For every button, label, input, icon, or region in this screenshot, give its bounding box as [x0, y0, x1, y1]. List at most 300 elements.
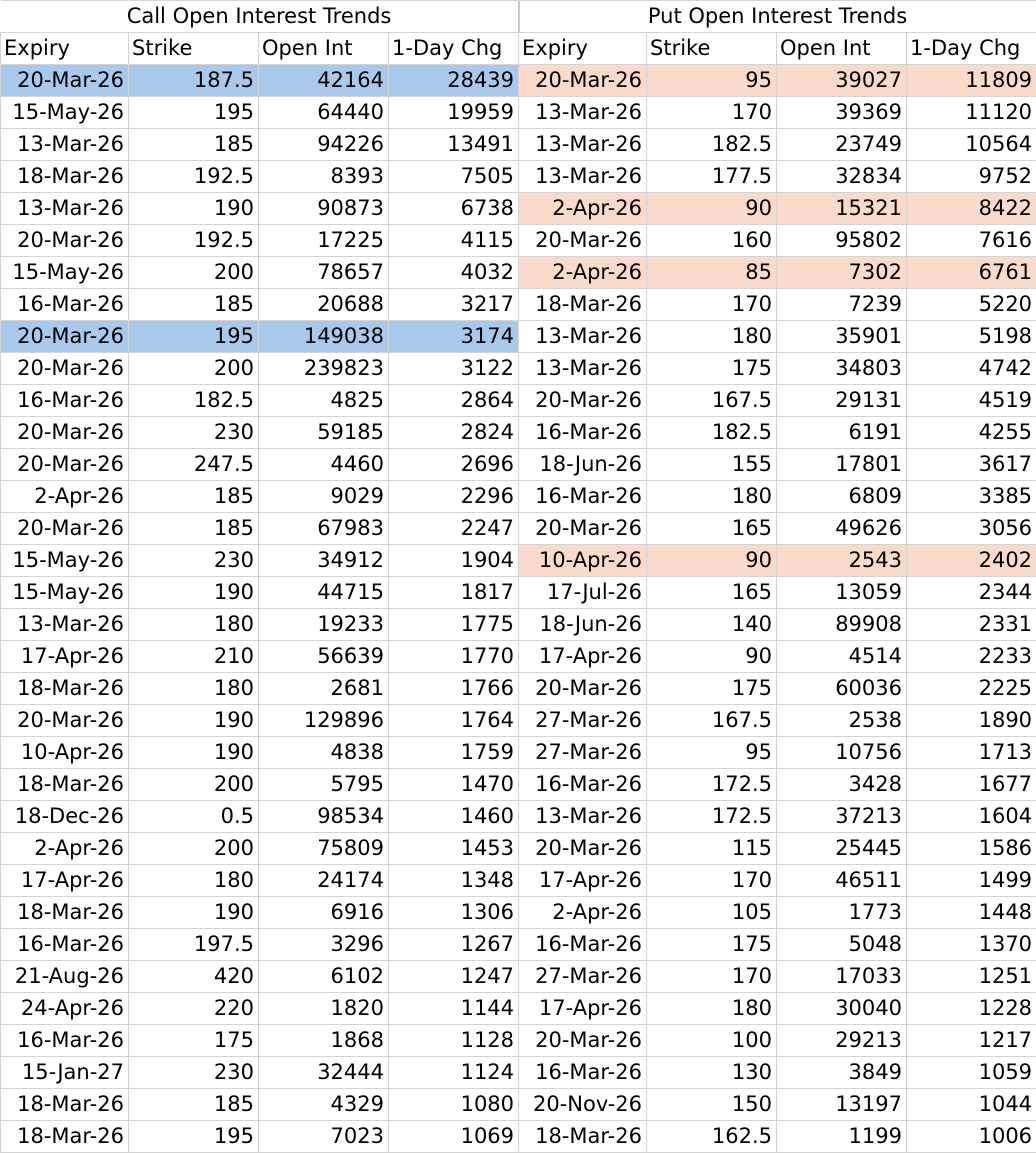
- strike-cell[interactable]: 195: [129, 97, 259, 129]
- put-table-row: [519, 65, 1036, 97]
- day-chg-cell[interactable]: 1267: [389, 929, 519, 961]
- strike-cell[interactable]: 230: [129, 545, 259, 577]
- day-chg-cell[interactable]: 4115: [389, 225, 519, 257]
- header-expiry[interactable]: Expiry: [1, 33, 129, 65]
- expiry-cell[interactable]: 18-Jun-26: [519, 449, 647, 481]
- day-chg-cell[interactable]: 2402: [907, 545, 1036, 577]
- day-chg-cell[interactable]: 1006: [907, 1121, 1036, 1153]
- day-chg-cell[interactable]: 6738: [389, 193, 519, 225]
- day-chg-cell[interactable]: 1059: [907, 1057, 1036, 1089]
- day-chg-cell[interactable]: 5220: [907, 289, 1036, 321]
- strike-cell[interactable]: 220: [129, 993, 259, 1025]
- put-table-row: [519, 1089, 1036, 1121]
- day-chg-cell[interactable]: 1817: [389, 577, 519, 609]
- strike-cell[interactable]: 190: [129, 897, 259, 929]
- strike-cell[interactable]: 187.5: [129, 65, 259, 97]
- open-int-cell[interactable]: 49626: [777, 513, 907, 545]
- strike-cell[interactable]: 180: [129, 673, 259, 705]
- expiry-cell[interactable]: 20-Mar-26: [519, 833, 647, 865]
- expiry-cell[interactable]: 16-Mar-26: [519, 929, 647, 961]
- expiry-cell[interactable]: 13-Mar-26: [1, 129, 129, 161]
- strike-cell[interactable]: 185: [129, 289, 259, 321]
- open-int-cell[interactable]: 1820: [259, 993, 389, 1025]
- strike-cell[interactable]: 182.5: [129, 385, 259, 417]
- expiry-cell[interactable]: 20-Mar-26: [1, 513, 129, 545]
- open-int-cell[interactable]: 34803: [777, 353, 907, 385]
- expiry-cell[interactable]: 18-Mar-26: [1, 897, 129, 929]
- open-int-cell[interactable]: 98534: [259, 801, 389, 833]
- call-table-row: [1, 1121, 519, 1153]
- open-int-cell[interactable]: 2543: [777, 545, 907, 577]
- expiry-cell[interactable]: 20-Mar-26: [519, 1025, 647, 1057]
- day-chg-cell[interactable]: 1499: [907, 865, 1036, 897]
- day-chg-cell[interactable]: 1890: [907, 705, 1036, 737]
- expiry-cell[interactable]: 16-Mar-26: [519, 481, 647, 513]
- open-int-cell[interactable]: 17033: [777, 961, 907, 993]
- open-int-cell[interactable]: 3428: [777, 769, 907, 801]
- strike-cell[interactable]: 170: [647, 961, 777, 993]
- strike-cell[interactable]: 140: [647, 609, 777, 641]
- call-table-row: [1, 673, 519, 705]
- day-chg-cell[interactable]: 1448: [907, 897, 1036, 929]
- strike-cell[interactable]: 190: [129, 737, 259, 769]
- open-int-cell[interactable]: 35901: [777, 321, 907, 353]
- open-int-cell[interactable]: 24174: [259, 865, 389, 897]
- day-chg-cell[interactable]: 6761: [907, 257, 1036, 289]
- strike-cell[interactable]: 165: [647, 577, 777, 609]
- header-1day-chg[interactable]: 1-Day Chg: [907, 33, 1036, 65]
- day-chg-cell[interactable]: 7505: [389, 161, 519, 193]
- open-int-cell[interactable]: 3296: [259, 929, 389, 961]
- day-chg-cell[interactable]: 4519: [907, 385, 1036, 417]
- expiry-cell[interactable]: 20-Mar-26: [1, 417, 129, 449]
- day-chg-cell[interactable]: 1770: [389, 641, 519, 673]
- call-title-row: [1, 1, 519, 33]
- expiry-cell[interactable]: 15-May-26: [1, 257, 129, 289]
- expiry-cell[interactable]: 17-Apr-26: [519, 993, 647, 1025]
- day-chg-cell[interactable]: 1460: [389, 801, 519, 833]
- call-table-row: [1, 897, 519, 929]
- call-table-title[interactable]: Call Open Interest Trends: [1, 1, 519, 33]
- expiry-cell[interactable]: 16-Mar-26: [1, 385, 129, 417]
- open-int-cell[interactable]: 32834: [777, 161, 907, 193]
- day-chg-cell[interactable]: 4742: [907, 353, 1036, 385]
- open-int-cell[interactable]: 42164: [259, 65, 389, 97]
- open-int-cell[interactable]: 13059: [777, 577, 907, 609]
- strike-cell[interactable]: 172.5: [647, 769, 777, 801]
- expiry-cell[interactable]: 20-Mar-26: [519, 385, 647, 417]
- strike-cell[interactable]: 115: [647, 833, 777, 865]
- open-int-cell[interactable]: 34912: [259, 545, 389, 577]
- open-int-cell[interactable]: 59185: [259, 417, 389, 449]
- open-int-cell[interactable]: 2681: [259, 673, 389, 705]
- day-chg-cell[interactable]: 9752: [907, 161, 1036, 193]
- strike-cell[interactable]: 167.5: [647, 385, 777, 417]
- expiry-cell[interactable]: 2-Apr-26: [519, 897, 647, 929]
- strike-cell[interactable]: 197.5: [129, 929, 259, 961]
- strike-cell[interactable]: 185: [129, 1089, 259, 1121]
- strike-cell[interactable]: 190: [129, 193, 259, 225]
- open-int-cell[interactable]: 89908: [777, 609, 907, 641]
- strike-cell[interactable]: 130: [647, 1057, 777, 1089]
- open-int-cell[interactable]: 23749: [777, 129, 907, 161]
- day-chg-cell[interactable]: 1080: [389, 1089, 519, 1121]
- expiry-cell[interactable]: 10-Apr-26: [1, 737, 129, 769]
- open-int-cell[interactable]: 6916: [259, 897, 389, 929]
- day-chg-cell[interactable]: 1228: [907, 993, 1036, 1025]
- open-int-cell[interactable]: 129896: [259, 705, 389, 737]
- day-chg-cell[interactable]: 28439: [389, 65, 519, 97]
- call-table-row: [1, 417, 519, 449]
- day-chg-cell[interactable]: 11809: [907, 65, 1036, 97]
- day-chg-cell[interactable]: 3617: [907, 449, 1036, 481]
- expiry-cell[interactable]: 18-Mar-26: [1, 161, 129, 193]
- open-int-cell[interactable]: 44715: [259, 577, 389, 609]
- open-int-cell[interactable]: 90873: [259, 193, 389, 225]
- strike-cell[interactable]: 160: [647, 225, 777, 257]
- day-chg-cell[interactable]: 11120: [907, 97, 1036, 129]
- open-int-cell[interactable]: 1199: [777, 1121, 907, 1153]
- strike-cell[interactable]: 100: [647, 1025, 777, 1057]
- strike-cell[interactable]: 420: [129, 961, 259, 993]
- open-int-cell[interactable]: 10756: [777, 737, 907, 769]
- strike-cell[interactable]: 167.5: [647, 705, 777, 737]
- day-chg-cell[interactable]: 2247: [389, 513, 519, 545]
- expiry-cell[interactable]: 27-Mar-26: [519, 737, 647, 769]
- open-int-cell[interactable]: 29213: [777, 1025, 907, 1057]
- expiry-cell[interactable]: 15-May-26: [1, 97, 129, 129]
- strike-cell[interactable]: 170: [647, 289, 777, 321]
- open-int-cell[interactable]: 95802: [777, 225, 907, 257]
- expiry-cell[interactable]: 20-Mar-26: [519, 65, 647, 97]
- open-int-cell[interactable]: 32444: [259, 1057, 389, 1089]
- day-chg-cell[interactable]: 1453: [389, 833, 519, 865]
- strike-cell[interactable]: 95: [647, 65, 777, 97]
- day-chg-cell[interactable]: 2864: [389, 385, 519, 417]
- expiry-cell[interactable]: 20-Nov-26: [519, 1089, 647, 1121]
- strike-cell[interactable]: 185: [129, 513, 259, 545]
- day-chg-cell[interactable]: 1904: [389, 545, 519, 577]
- expiry-cell[interactable]: 20-Mar-26: [1, 65, 129, 97]
- strike-cell[interactable]: 175: [647, 929, 777, 961]
- day-chg-cell[interactable]: 1370: [907, 929, 1036, 961]
- open-int-cell[interactable]: 239823: [259, 353, 389, 385]
- day-chg-cell[interactable]: 7616: [907, 225, 1036, 257]
- day-chg-cell[interactable]: 1044: [907, 1089, 1036, 1121]
- strike-cell[interactable]: 200: [129, 833, 259, 865]
- day-chg-cell[interactable]: 4032: [389, 257, 519, 289]
- strike-cell[interactable]: 200: [129, 353, 259, 385]
- expiry-cell[interactable]: 10-Apr-26: [519, 545, 647, 577]
- expiry-cell[interactable]: 17-Apr-26: [519, 865, 647, 897]
- expiry-cell[interactable]: 20-Mar-26: [1, 353, 129, 385]
- expiry-cell[interactable]: 16-Mar-26: [519, 417, 647, 449]
- expiry-cell[interactable]: 20-Mar-26: [1, 321, 129, 353]
- expiry-cell[interactable]: 20-Mar-26: [1, 705, 129, 737]
- expiry-cell[interactable]: 2-Apr-26: [1, 481, 129, 513]
- day-chg-cell[interactable]: 1251: [907, 961, 1036, 993]
- strike-cell[interactable]: 210: [129, 641, 259, 673]
- strike-cell[interactable]: 175: [647, 673, 777, 705]
- day-chg-cell[interactable]: 1775: [389, 609, 519, 641]
- open-int-cell[interactable]: 6809: [777, 481, 907, 513]
- put-title-row: [519, 1, 1036, 33]
- strike-cell[interactable]: 230: [129, 417, 259, 449]
- open-int-cell[interactable]: 17801: [777, 449, 907, 481]
- expiry-cell[interactable]: 17-Apr-26: [519, 641, 647, 673]
- day-chg-cell[interactable]: 3217: [389, 289, 519, 321]
- strike-cell[interactable]: 177.5: [647, 161, 777, 193]
- day-chg-cell[interactable]: 1128: [389, 1025, 519, 1057]
- call-table-row: [1, 769, 519, 801]
- strike-cell[interactable]: 172.5: [647, 801, 777, 833]
- strike-cell[interactable]: 85: [647, 257, 777, 289]
- expiry-cell[interactable]: 2-Apr-26: [519, 257, 647, 289]
- expiry-cell[interactable]: 13-Mar-26: [519, 353, 647, 385]
- put-table-row: [519, 929, 1036, 961]
- expiry-cell[interactable]: 17-Apr-26: [1, 641, 129, 673]
- expiry-cell[interactable]: 27-Mar-26: [519, 961, 647, 993]
- open-int-cell[interactable]: 37213: [777, 801, 907, 833]
- open-int-cell[interactable]: 39027: [777, 65, 907, 97]
- open-int-cell[interactable]: 7302: [777, 257, 907, 289]
- strike-cell[interactable]: 200: [129, 769, 259, 801]
- expiry-cell[interactable]: 13-Mar-26: [1, 609, 129, 641]
- day-chg-cell[interactable]: 1764: [389, 705, 519, 737]
- day-chg-cell[interactable]: 1069: [389, 1121, 519, 1153]
- day-chg-cell[interactable]: 2696: [389, 449, 519, 481]
- expiry-cell[interactable]: 20-Mar-26: [1, 449, 129, 481]
- strike-cell[interactable]: 180: [647, 321, 777, 353]
- open-int-cell[interactable]: 67983: [259, 513, 389, 545]
- strike-cell[interactable]: 180: [647, 481, 777, 513]
- strike-cell[interactable]: 200: [129, 257, 259, 289]
- open-int-cell[interactable]: 56639: [259, 641, 389, 673]
- expiry-cell[interactable]: 16-Mar-26: [1, 929, 129, 961]
- day-chg-cell[interactable]: 2296: [389, 481, 519, 513]
- expiry-cell[interactable]: 15-May-26: [1, 545, 129, 577]
- open-int-cell[interactable]: 13197: [777, 1089, 907, 1121]
- call-table-row: [1, 545, 519, 577]
- open-int-cell[interactable]: 8393: [259, 161, 389, 193]
- expiry-cell[interactable]: 24-Apr-26: [1, 993, 129, 1025]
- strike-cell[interactable]: 162.5: [647, 1121, 777, 1153]
- open-int-cell[interactable]: 46511: [777, 865, 907, 897]
- strike-cell[interactable]: 180: [129, 865, 259, 897]
- call-table-row: [1, 449, 519, 481]
- day-chg-cell[interactable]: 19959: [389, 97, 519, 129]
- open-int-cell[interactable]: 4514: [777, 641, 907, 673]
- day-chg-cell[interactable]: 1713: [907, 737, 1036, 769]
- open-int-cell[interactable]: 7023: [259, 1121, 389, 1153]
- day-chg-cell[interactable]: 8422: [907, 193, 1036, 225]
- strike-cell[interactable]: 175: [129, 1025, 259, 1057]
- expiry-cell[interactable]: 13-Mar-26: [519, 161, 647, 193]
- open-int-cell[interactable]: 30040: [777, 993, 907, 1025]
- open-int-cell[interactable]: 15321: [777, 193, 907, 225]
- header-strike[interactable]: Strike: [647, 33, 777, 65]
- open-int-cell[interactable]: 4825: [259, 385, 389, 417]
- expiry-cell[interactable]: 13-Mar-26: [519, 129, 647, 161]
- strike-cell[interactable]: 175: [647, 353, 777, 385]
- open-int-cell[interactable]: 25445: [777, 833, 907, 865]
- put-table-title[interactable]: Put Open Interest Trends: [519, 1, 1036, 33]
- open-int-cell[interactable]: 5048: [777, 929, 907, 961]
- day-chg-cell[interactable]: 3122: [389, 353, 519, 385]
- open-int-cell[interactable]: 6191: [777, 417, 907, 449]
- open-int-cell[interactable]: 17225: [259, 225, 389, 257]
- strike-cell[interactable]: 90: [647, 545, 777, 577]
- header-open-int[interactable]: Open Int: [259, 33, 389, 65]
- expiry-cell[interactable]: 20-Mar-26: [519, 225, 647, 257]
- open-int-cell[interactable]: 1773: [777, 897, 907, 929]
- day-chg-cell[interactable]: 3385: [907, 481, 1036, 513]
- strike-cell[interactable]: 190: [129, 705, 259, 737]
- expiry-cell[interactable]: 13-Mar-26: [519, 97, 647, 129]
- strike-cell[interactable]: 170: [647, 865, 777, 897]
- strike-cell[interactable]: 90: [647, 641, 777, 673]
- put-table-row: [519, 897, 1036, 929]
- expiry-cell[interactable]: 16-Mar-26: [519, 1057, 647, 1089]
- expiry-cell[interactable]: 13-Mar-26: [519, 321, 647, 353]
- strike-cell[interactable]: 155: [647, 449, 777, 481]
- strike-cell[interactable]: 190: [129, 577, 259, 609]
- strike-cell[interactable]: 105: [647, 897, 777, 929]
- call-table-row: [1, 65, 519, 97]
- strike-cell[interactable]: 90: [647, 193, 777, 225]
- expiry-cell[interactable]: 18-Jun-26: [519, 609, 647, 641]
- day-chg-cell[interactable]: 1124: [389, 1057, 519, 1089]
- open-int-cell[interactable]: 4838: [259, 737, 389, 769]
- put-table-row: [519, 385, 1036, 417]
- day-chg-cell[interactable]: 5198: [907, 321, 1036, 353]
- header-expiry[interactable]: Expiry: [519, 33, 647, 65]
- open-int-cell[interactable]: 39369: [777, 97, 907, 129]
- open-int-cell[interactable]: 9029: [259, 481, 389, 513]
- expiry-cell[interactable]: 18-Mar-26: [519, 1121, 647, 1153]
- call-table-row: [1, 257, 519, 289]
- day-chg-cell[interactable]: 2331: [907, 609, 1036, 641]
- strike-cell[interactable]: 180: [647, 993, 777, 1025]
- day-chg-cell[interactable]: 3056: [907, 513, 1036, 545]
- open-int-cell[interactable]: 6102: [259, 961, 389, 993]
- strike-cell[interactable]: 195: [129, 321, 259, 353]
- day-chg-cell[interactable]: 2225: [907, 673, 1036, 705]
- day-chg-cell[interactable]: 1586: [907, 833, 1036, 865]
- open-int-cell[interactable]: 64440: [259, 97, 389, 129]
- open-int-cell[interactable]: 1868: [259, 1025, 389, 1057]
- day-chg-cell[interactable]: 4255: [907, 417, 1036, 449]
- open-int-cell[interactable]: 2538: [777, 705, 907, 737]
- expiry-cell[interactable]: 15-May-26: [1, 577, 129, 609]
- open-int-cell[interactable]: 4329: [259, 1089, 389, 1121]
- put-table-row: [519, 1025, 1036, 1057]
- open-int-cell[interactable]: 75809: [259, 833, 389, 865]
- strike-cell[interactable]: 182.5: [647, 129, 777, 161]
- strike-cell[interactable]: 165: [647, 513, 777, 545]
- day-chg-cell[interactable]: 10564: [907, 129, 1036, 161]
- open-int-cell[interactable]: 20688: [259, 289, 389, 321]
- day-chg-cell[interactable]: 2824: [389, 417, 519, 449]
- open-int-cell[interactable]: 94226: [259, 129, 389, 161]
- header-strike[interactable]: Strike: [129, 33, 259, 65]
- open-int-cell[interactable]: 149038: [259, 321, 389, 353]
- open-int-cell[interactable]: 5795: [259, 769, 389, 801]
- strike-cell[interactable]: 170: [647, 97, 777, 129]
- expiry-cell[interactable]: 18-Dec-26: [1, 801, 129, 833]
- expiry-cell[interactable]: 15-Jan-27: [1, 1057, 129, 1089]
- day-chg-cell[interactable]: 2233: [907, 641, 1036, 673]
- day-chg-cell[interactable]: 1470: [389, 769, 519, 801]
- header-open-int[interactable]: Open Int: [777, 33, 907, 65]
- expiry-cell[interactable]: 20-Mar-26: [1, 225, 129, 257]
- expiry-cell[interactable]: 18-Mar-26: [1, 769, 129, 801]
- day-chg-cell[interactable]: 1247: [389, 961, 519, 993]
- day-chg-cell[interactable]: 3174: [389, 321, 519, 353]
- header-1day-chg[interactable]: 1-Day Chg: [389, 33, 519, 65]
- open-int-cell[interactable]: 60036: [777, 673, 907, 705]
- open-int-cell[interactable]: 78657: [259, 257, 389, 289]
- open-int-cell[interactable]: 29131: [777, 385, 907, 417]
- put-table-row: [519, 769, 1036, 801]
- day-chg-cell[interactable]: 1677: [907, 769, 1036, 801]
- strike-cell[interactable]: 192.5: [129, 161, 259, 193]
- expiry-cell[interactable]: 16-Mar-26: [1, 289, 129, 321]
- day-chg-cell[interactable]: 1766: [389, 673, 519, 705]
- day-chg-cell[interactable]: 2344: [907, 577, 1036, 609]
- strike-cell[interactable]: 192.5: [129, 225, 259, 257]
- expiry-cell[interactable]: 16-Mar-26: [519, 769, 647, 801]
- strike-cell[interactable]: 195: [129, 1121, 259, 1153]
- expiry-cell[interactable]: 18-Mar-26: [1, 1089, 129, 1121]
- expiry-cell[interactable]: 21-Aug-26: [1, 961, 129, 993]
- day-chg-cell[interactable]: 1759: [389, 737, 519, 769]
- strike-cell[interactable]: 182.5: [647, 417, 777, 449]
- strike-cell[interactable]: 230: [129, 1057, 259, 1089]
- expiry-cell[interactable]: 2-Apr-26: [519, 193, 647, 225]
- strike-cell[interactable]: 0.5: [129, 801, 259, 833]
- strike-cell[interactable]: 180: [129, 609, 259, 641]
- expiry-cell[interactable]: 20-Mar-26: [519, 673, 647, 705]
- strike-cell[interactable]: 185: [129, 481, 259, 513]
- day-chg-cell[interactable]: 1604: [907, 801, 1036, 833]
- strike-cell[interactable]: 95: [647, 737, 777, 769]
- open-int-cell[interactable]: 19233: [259, 609, 389, 641]
- expiry-cell[interactable]: 17-Jul-26: [519, 577, 647, 609]
- day-chg-cell[interactable]: 1348: [389, 865, 519, 897]
- expiry-cell[interactable]: 2-Apr-26: [1, 833, 129, 865]
- expiry-cell[interactable]: 20-Mar-26: [519, 513, 647, 545]
- open-int-cell[interactable]: 7239: [777, 289, 907, 321]
- day-chg-cell[interactable]: 1306: [389, 897, 519, 929]
- open-int-cell[interactable]: 4460: [259, 449, 389, 481]
- strike-cell[interactable]: 247.5: [129, 449, 259, 481]
- expiry-cell[interactable]: 18-Mar-26: [519, 289, 647, 321]
- open-int-cell[interactable]: 3849: [777, 1057, 907, 1089]
- expiry-cell[interactable]: 18-Mar-26: [1, 673, 129, 705]
- day-chg-cell[interactable]: 1144: [389, 993, 519, 1025]
- expiry-cell[interactable]: 16-Mar-26: [1, 1025, 129, 1057]
- expiry-cell[interactable]: 13-Mar-26: [1, 193, 129, 225]
- expiry-cell[interactable]: 18-Mar-26: [1, 1121, 129, 1153]
- expiry-cell[interactable]: 13-Mar-26: [519, 801, 647, 833]
- expiry-cell[interactable]: 27-Mar-26: [519, 705, 647, 737]
- day-chg-cell[interactable]: 13491: [389, 129, 519, 161]
- day-chg-cell[interactable]: 1217: [907, 1025, 1036, 1057]
- strike-cell[interactable]: 185: [129, 129, 259, 161]
- strike-cell[interactable]: 150: [647, 1089, 777, 1121]
- expiry-cell[interactable]: 17-Apr-26: [1, 865, 129, 897]
